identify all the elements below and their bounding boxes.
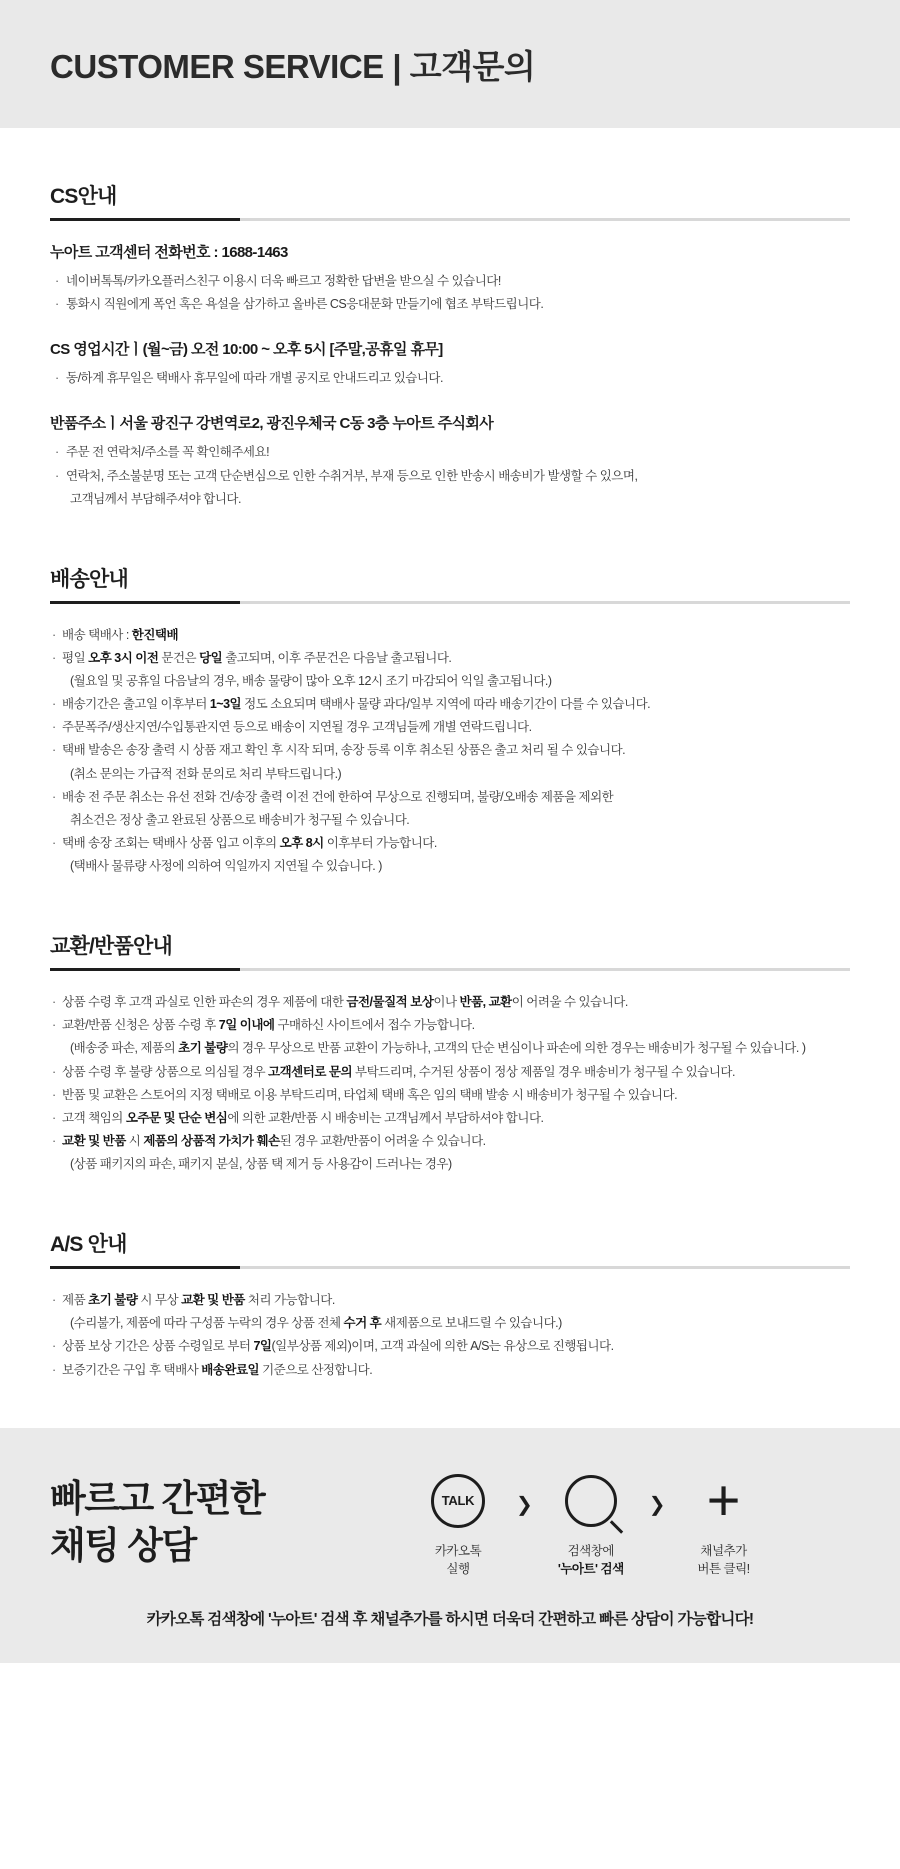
- section-divider: [50, 218, 850, 221]
- page-title: CUSTOMER SERVICE | 고객문의: [50, 47, 536, 85]
- section-as: [50, 1228, 850, 1382]
- list-item-continuation: (월요일 및 공휴일 다음날의 경우, 배송 물량이 많아 오후 12시 조기 마감되어 익일 출고됩니다.): [70, 674, 552, 688]
- step-2-label-line2: '누아트' 검색: [557, 1562, 624, 1577]
- list-item: · 동/하계 휴무일은 택배사 휴무일에 따라 개별 공지로 안내드리고 있습니다.: [50, 367, 850, 390]
- list-item: · 상품 수령 후 불량 상품으로 의심될 경우 고객센터로 문의 부탁드리며, 수거된 상품이 정상 제품일 경우 배송비가 청구될 수 있습니다.: [50, 1061, 850, 1084]
- step-2-label: [543, 1542, 639, 1580]
- list-item: · 주문 전 연락처/주소를 꼭 확인해주세요!: [50, 441, 850, 464]
- list-item: · 교환/반품 신청은 상품 수령 후 7일 이내에 구매하신 사이트에서 접수 가능합니다.: [50, 1014, 850, 1037]
- spacer: [50, 511, 850, 563]
- cs-phone-list: [50, 270, 850, 316]
- cs-return-list: [50, 441, 850, 510]
- plus-icon: +: [706, 1467, 741, 1533]
- exchange-return-list: [50, 991, 850, 1176]
- banner-headline-line1: 빠르고 간편한: [50, 1478, 265, 1520]
- chat-steps: [410, 1466, 772, 1580]
- chat-step-2: [543, 1470, 639, 1580]
- list-item: · 상품 수령 후 고객 과실로 인한 파손의 경우 제품에 대한 금전/물질적 보상이나 반품, 교환이 어려울 수 있습니다.: [50, 991, 850, 1014]
- step-3-label: [676, 1542, 772, 1580]
- list-item-continuation: (상품 패키지의 파손, 패키지 분실, 상품 택 제거 등 사용감이 드러나는 경우): [70, 1157, 452, 1171]
- section-divider: [50, 968, 850, 971]
- section-cs: [50, 180, 850, 511]
- chat-step-1: [410, 1470, 506, 1580]
- page-header: [0, 0, 900, 128]
- shipping-list: [50, 624, 850, 878]
- banner-bottom-text: 카카오톡 검색창에 '누아트' 검색 후 채널추가를 하시면 더욱더 간편하고 빠른 상담이 가능합니다!: [146, 1611, 754, 1629]
- banner-headline-line2: 채팅 상담: [50, 1525, 196, 1567]
- list-item: · 보증기간은 구입 후 택배사 배송완료일 기준으로 산정합니다.: [50, 1359, 850, 1382]
- list-item: · 연락처, 주소불분명 또는 고객 단순변심으로 인한 수취거부, 부재 등으로 인한 반송시 배송비가 발생할 수 있으며,: [50, 465, 850, 488]
- section-title-as: A/S 안내: [50, 1233, 127, 1257]
- list-item: · 택배 발송은 송장 출력 시 상품 재고 확인 후 시작 되며, 송장 등록 이후 취소된 상품은 출고 처리 될 수 있습니다.: [50, 739, 850, 762]
- section-divider: [50, 1266, 850, 1269]
- search-icon: [565, 1475, 617, 1527]
- list-item: · 교환 및 반품 시 제품의 상품적 가치가 훼손된 경우 교환/반품이 어려울 수 있습니다.: [50, 1130, 850, 1153]
- spacer: [50, 1176, 850, 1228]
- spacer: [50, 128, 850, 180]
- section-title-exchange-return: 교환/반품안내: [50, 935, 172, 959]
- list-item: · 택배 송장 조회는 택배사 상품 입고 이후의 오후 8시 이후부터 가능합니다.: [50, 832, 850, 855]
- cs-hours-list: [50, 367, 850, 390]
- cs-return-address-heading: 반품주소ㅣ서울 광진구 강변역로2, 광진우체국 C동 3층 누아트 주식회사: [50, 415, 494, 433]
- step-2-icon-wrap: [543, 1470, 639, 1532]
- section-title-shipping: 배송안내: [50, 567, 128, 591]
- as-list: [50, 1289, 850, 1382]
- kakaotalk-chat-banner: [0, 1428, 900, 1664]
- spacer: [50, 878, 850, 930]
- banner-top-row: [50, 1466, 850, 1580]
- list-item-continuation: (배송중 파손, 제품의 초기 불량의 경우 무상으로 반품 교환이 가능하나, 고객의 단순 변심이나 파손에 의한 경우는 배송비가 청구될 수 있습니다. ): [70, 1041, 806, 1056]
- list-item: · 평일 오후 3시 이전 문건은 당일 출고되며, 이후 주문건은 다음날 출고됩니다.: [50, 647, 850, 670]
- list-item-continuation: 취소건은 정상 출고 완료된 상품으로 배송비가 청구될 수 있습니다.: [70, 812, 410, 827]
- cs-hours-heading: CS 영업시간ㅣ(월~금) 오전 10:00 ~ 오후 5시 [주말,공휴일 휴무]: [50, 341, 443, 359]
- chevron-right-icon: ❯: [648, 1491, 666, 1516]
- chevron-right-icon: ❯: [516, 1491, 533, 1516]
- step-1-label: [410, 1542, 506, 1580]
- step-1-label-line2: 실행: [446, 1562, 470, 1577]
- list-item: · 주문폭주/생산지연/수입통관지연 등으로 배송이 지연될 경우 고객님들께 개별 연락드립니다.: [50, 716, 850, 739]
- list-item: · 통화시 직원에게 폭언 혹은 욕설을 삼가하고 올바른 CS응대문화 만들기에 협조 부탁드립니다.: [50, 293, 850, 316]
- list-item: · 반품 및 교환은 스토어의 지정 택배로 이용 부탁드리며, 타업체 택배 혹은 임의 택배 발송 시 배송비가 청구될 수 있습니다.: [50, 1084, 850, 1107]
- step-3-label-line1: 채널추가: [700, 1543, 747, 1558]
- section-shipping: [50, 563, 850, 878]
- banner-headline: [50, 1475, 410, 1570]
- list-item: · 상품 보상 기간은 상품 수령일로 부터 7일(일부상품 제외)이며, 고객 과실에 의한 A/S는 유상으로 진행됩니다.: [50, 1335, 850, 1358]
- list-item-continuation: (택배사 물류량 사정에 의하여 익일까지 지연될 수 있습니다. ): [70, 859, 382, 873]
- step-1-label-line1: 카카오톡: [434, 1543, 482, 1558]
- list-item: · 배송기간은 출고일 이후부터 1~3일 정도 소요되며 택배사 물량 과다/일부 지역에 따라 배송기간이 다를 수 있습니다.: [50, 693, 850, 716]
- list-item: · 제품 초기 불량 시 무상 교환 및 반품 처리 가능합니다.: [50, 1289, 850, 1312]
- list-item-continuation: 고객님께서 부담해주셔야 합니다.: [70, 491, 241, 506]
- cs-phone-heading: 누아트 고객센터 전화번호 : 1688-1463: [50, 244, 288, 261]
- step-1-icon-wrap: [410, 1470, 506, 1532]
- step-3-icon-wrap: [676, 1467, 772, 1533]
- step-2-label-line1: 검색창에: [567, 1543, 614, 1558]
- section-divider: [50, 601, 850, 604]
- list-item-continuation: (수리불가, 제품에 따라 구성품 누락의 경우 상품 전체 수거 후 새제품으로 보내드릴 수 있습니다.): [70, 1316, 562, 1331]
- section-title-cs: CS안내: [50, 185, 117, 208]
- list-item-continuation: (취소 문의는 가급적 전화 문의로 처리 부탁드립니다.): [70, 766, 342, 781]
- page-content: [0, 128, 900, 1382]
- list-item: · 고객 책임의 오주문 및 단순 변심에 의한 교환/반품 시 배송비는 고객님께서 부담하셔야 합니다.: [50, 1107, 850, 1130]
- step-3-label-line2: 버튼 클릭!: [697, 1562, 750, 1577]
- kakaotalk-icon: TALK: [431, 1474, 485, 1528]
- chat-step-3: [676, 1467, 772, 1580]
- list-item: · 배송 전 주문 취소는 유선 전화 건/송장 출력 이전 건에 한하여 무상으로 진행되며, 불량/오배송 제품을 제외한: [50, 786, 850, 809]
- list-item: · 배송 택배사 : 한진택배: [50, 624, 850, 647]
- list-item: · 네이버톡톡/카카오플러스친구 이용시 더욱 빠르고 정확한 답변을 받으실 수 있습니다!: [50, 270, 850, 293]
- section-exchange-return: [50, 930, 850, 1176]
